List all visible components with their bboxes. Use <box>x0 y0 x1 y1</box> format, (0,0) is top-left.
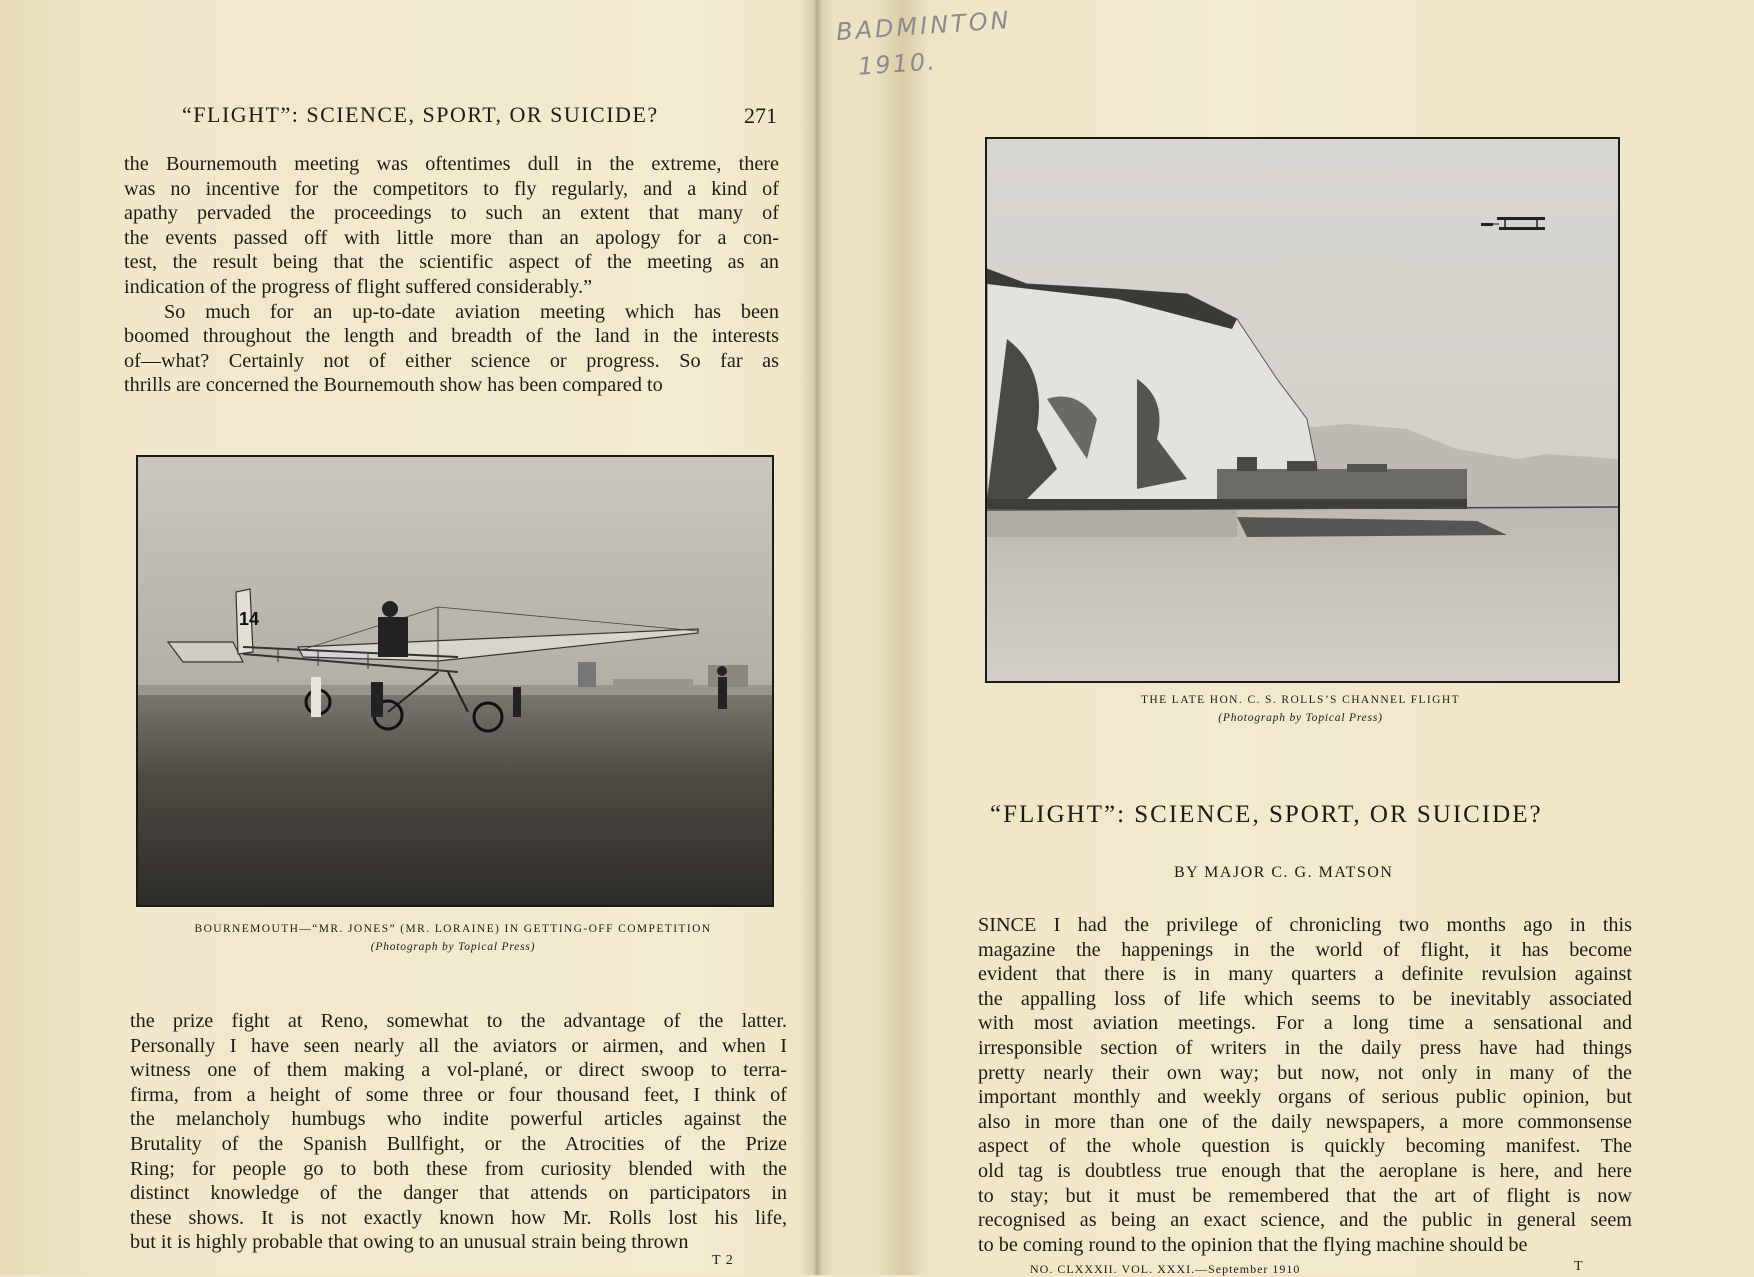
issue-footer: NO. CLXXXII. VOL. XXXI.—September 1910 <box>1030 1262 1301 1276</box>
text-line: magazine the happenings in the world of flight, it has become <box>978 938 1632 961</box>
text-line: the appalling loss of life which seems to be inevitably associated <box>978 987 1632 1010</box>
pencil-annotation-line1: BADMINTON <box>835 5 1013 47</box>
text-line: to be coming round to the opinion that the flying machine should be <box>978 1233 1528 1256</box>
text-line: Brutality of the Spanish Bullfight, or the Atrocities of the Prize <box>130 1132 787 1155</box>
article-body <box>978 913 1632 1257</box>
text-line: indication of the progress of flight suffered considerably.” <box>124 275 593 298</box>
text-line: the Bournemouth meeting was oftentimes dull in the extreme, there <box>124 153 779 175</box>
page-number: 271 <box>744 103 777 128</box>
text-line: pretty nearly their own way; but now, not only in many of the <box>978 1061 1632 1084</box>
left-top-paragraphs <box>124 152 779 398</box>
text-line: of—what? Certainly not of either science or progress. So far as <box>124 349 779 372</box>
cliffs-and-biplane-image <box>987 139 1618 681</box>
text-line: Personally I have seen nearly all the aviators or airmen, and when I <box>130 1034 787 1057</box>
text-line: important monthly and weekly organs of serious public opinion, but <box>978 1086 1632 1109</box>
left-bottom-paragraphs <box>130 1009 787 1255</box>
byline: BY MAJOR C. G. MATSON <box>1174 864 1394 881</box>
text-line: firma, from a height of some three or four thousand feet, I think of <box>130 1083 787 1106</box>
monoplane-on-field-image <box>138 457 772 905</box>
signature-mark: T 2 <box>712 1253 734 1268</box>
text-line: with most aviation meetings. For a long time a sensational and <box>978 1012 1632 1035</box>
text-line: old tag is doubtless true enough that the aeroplane is here, and here <box>978 1159 1632 1182</box>
caption-text: THE LATE HON. C. S. ROLLS’S CHANNEL FLIGHT <box>1140 694 1461 706</box>
bournemouth-photo-caption <box>136 923 770 953</box>
text-line: apathy pervaded the proceedings to such an extent that many of <box>124 202 779 225</box>
bournemouth-photo <box>136 455 774 907</box>
article-title: “FLIGHT”: SCIENCE, SPORT, OR SUICIDE? <box>990 801 1543 828</box>
caption-credit: (Photograph by Topical Press) <box>370 941 536 953</box>
text-line: test, the result being that the scientific aspect of the meeting as an <box>124 251 779 274</box>
plane-number-label: 14 <box>239 609 260 629</box>
text-line: Ring; for people go to both these from curiosity blended with the <box>130 1157 787 1180</box>
caption-credit: (Photograph by Topical Press) <box>1218 712 1383 724</box>
text-line: aspect of the whole question is quickly becoming manifest. The <box>978 1135 1632 1158</box>
caption-text: BOURNEMOUTH—“MR. JONES” (MR. LORAINE) IN GETTING-OFF COMPETITION <box>194 923 712 935</box>
text-line: the prize fight at Reno, somewhat to the advantage of the latter. <box>130 1010 787 1032</box>
text-line: distinct knowledge of the danger that attends on participators in <box>130 1182 787 1205</box>
left-page <box>0 0 810 1275</box>
signature-mark: T <box>1574 1259 1584 1274</box>
running-head: “FLIGHT”: SCIENCE, SPORT, OR SUICIDE? <box>182 102 659 127</box>
text-line: thrills are concerned the Bournemouth show has been compared to <box>124 374 663 397</box>
text-line: SINCE I had the privilege of chronicling two months ago in this <box>978 914 1632 936</box>
text-line: So much for an up-to-date aviation meeting which has been <box>164 300 779 323</box>
text-line: irresponsible section of writers in the daily press have had things <box>978 1036 1632 1059</box>
text-line: witness one of them making a vol-plané, or direct swoop to terra- <box>130 1059 787 1082</box>
channel-flight-photo <box>985 137 1620 683</box>
text-line: but it is highly probable that owing to an unusual strain being thrown <box>130 1231 689 1254</box>
text-line: was no incentive for the competitors to fly regularly, and a kind of <box>124 177 779 200</box>
text-line: the events passed off with little more than an apology for a con- <box>124 226 779 249</box>
text-line: the melancholy humbugs who indite powerful articles against the <box>130 1108 787 1131</box>
text-line: recognised as being an exact science, and the public in general seem <box>978 1209 1632 1232</box>
text-line: to stay; but it must be remembered that the art of flight is now <box>978 1184 1632 1207</box>
text-line: evident that there is in many quarters a definite revulsion against <box>978 963 1632 986</box>
text-line: also in more than one of the daily newspapers, a more commonsense <box>978 1110 1632 1133</box>
channel-flight-caption <box>985 694 1616 724</box>
text-line: these shows. It is not exactly known how Mr. Rolls lost his life, <box>130 1206 787 1229</box>
text-line: boomed throughout the length and breadth of the land in the interests <box>124 325 779 348</box>
pencil-annotation-line2: 1910. <box>857 47 938 81</box>
